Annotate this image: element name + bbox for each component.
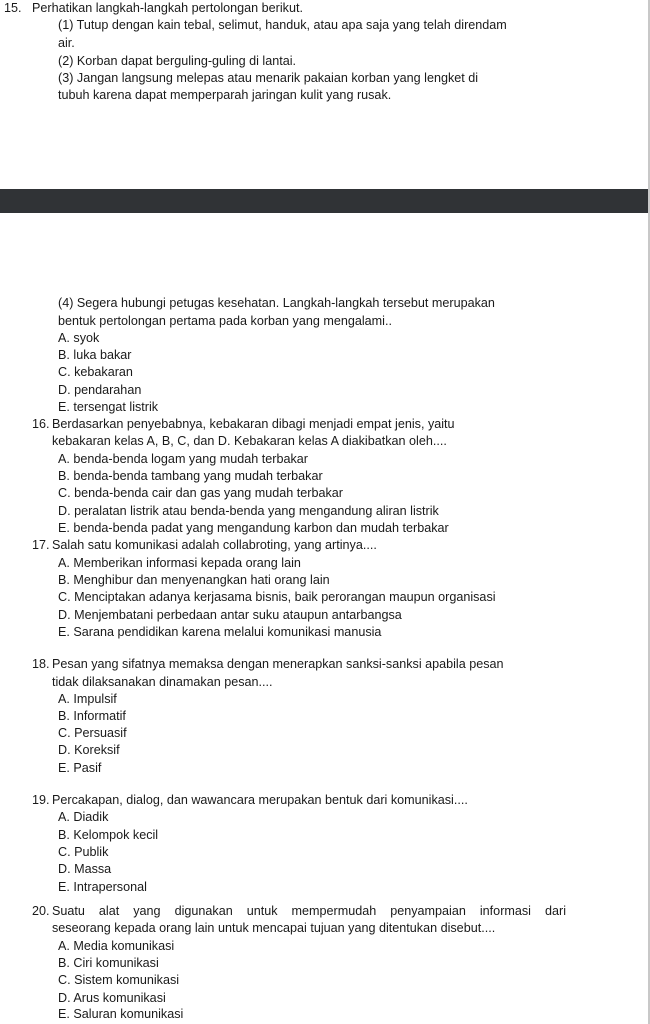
q18-option-c: C. Persuasif (58, 726, 127, 740)
q19-stem: Percakapan, dialog, dan wawancara merupakan bentuk dari komunikasi.... (52, 793, 468, 807)
q19-option-c: C. Publik (58, 845, 109, 859)
page-divider-bar (0, 189, 650, 213)
q20-option-d: D. Arus komunikasi (58, 991, 166, 1005)
q15-number: 15. (4, 1, 22, 15)
q20-option-e: E. Saluran komunikasi (58, 1007, 184, 1021)
q15-step1-line1: (1) Tutup dengan kain tebal, selimut, handuk, atau apa saja yang telah direndam (58, 18, 507, 32)
q16-number: 16. (32, 417, 50, 431)
q18-stem-line2: tidak dilaksanakan dinamakan pesan.... (52, 675, 273, 689)
q17-option-d: D. Menjembatani perbedaan antar suku ataupun antarbangsa (58, 608, 402, 622)
q20-option-a: A. Media komunikasi (58, 939, 175, 953)
q19-option-b: B. Kelompok kecil (58, 828, 159, 842)
q18-option-a: A. Impulsif (58, 692, 117, 706)
q16-option-e: E. benda-benda padat yang mengandung karbon dan mudah terbakar (58, 521, 449, 535)
q15-stem: Perhatikan langkah-langkah pertolongan berikut. (32, 1, 303, 15)
q18-option-b: B. Informatif (58, 709, 126, 723)
q15-option-b: B. luka bakar (58, 348, 132, 362)
q18-option-d: D. Koreksif (58, 743, 120, 757)
q19-number: 19. (32, 793, 50, 807)
q18-stem-line1: Pesan yang sifatnya memaksa dengan menerapkan sanksi-sanksi apabila pesan (52, 657, 504, 671)
q15-step1-line2: air. (58, 36, 75, 50)
q20-stem-line2: seseorang kepada orang lain untuk mencapai tujuan yang ditentukan disebut.... (52, 921, 496, 935)
q19-option-a: A. Diadik (58, 810, 109, 824)
q20-number: 20. (32, 904, 50, 918)
q15-option-d: D. pendarahan (58, 383, 142, 397)
q20-option-b: B. Ciri komunikasi (58, 956, 159, 970)
q16-option-b: B. benda-benda tambang yang mudah terbakar (58, 469, 323, 483)
q20-stem-line1: Suatu alat yang digunakan untuk mempermudah penyampaian informasi dari (52, 904, 566, 918)
q15-option-c: C. kebakaran (58, 365, 133, 379)
q15-step3-line2: tubuh karena dapat memperparah jaringan kulit yang rusak. (58, 88, 392, 102)
q15-option-a: A. syok (58, 331, 100, 345)
q18-number: 18. (32, 657, 50, 671)
q17-option-e: E. Sarana pendidikan karena melalui komunikasi manusia (58, 625, 382, 639)
q15-step4-line2: bentuk pertolongan pertama pada korban yang mengalami.. (58, 314, 392, 328)
q15-step4-line1: (4) Segera hubungi petugas kesehatan. Langkah-langkah tersebut merupakan (58, 296, 495, 310)
q16-option-c: C. benda-benda cair dan gas yang mudah terbakar (58, 486, 343, 500)
q20-option-c: C. Sistem komunikasi (58, 973, 180, 987)
q17-stem: Salah satu komunikasi adalah collabroting, yang artinya.... (52, 538, 377, 552)
q15-step2: (2) Korban dapat berguling-guling di lantai. (58, 54, 297, 68)
q17-option-b: B. Menghibur dan menyenangkan hati orang lain (58, 573, 330, 587)
q17-number: 17. (32, 538, 50, 552)
q16-option-a: A. benda-benda logam yang mudah terbakar (58, 452, 308, 466)
q20-stem-line1-wrap (52, 903, 566, 920)
q17-option-c: C. Menciptakan adanya kerjasama bisnis, baik perorangan maupun organisasi (58, 590, 496, 604)
q16-option-d: D. peralatan listrik atau benda-benda yang mengandung aliran listrik (58, 504, 439, 518)
q16-stem-line2: kebakaran kelas A, B, C, dan D. Kebakaran kelas A diakibatkan oleh.... (52, 434, 447, 448)
q17-option-a: A. Memberikan informasi kepada orang lain (58, 556, 301, 570)
q16-stem-line1: Berdasarkan penyebabnya, kebakaran dibagi menjadi empat jenis, yaitu (52, 417, 455, 431)
q19-option-e: E. Intrapersonal (58, 880, 147, 894)
q15-step3-line1: (3) Jangan langsung melepas atau menarik pakaian korban yang lengket di (58, 71, 479, 85)
q18-option-e: E. Pasif (58, 761, 102, 775)
q19-option-d: D. Massa (58, 862, 112, 876)
q15-option-e: E. tersengat listrik (58, 400, 159, 414)
